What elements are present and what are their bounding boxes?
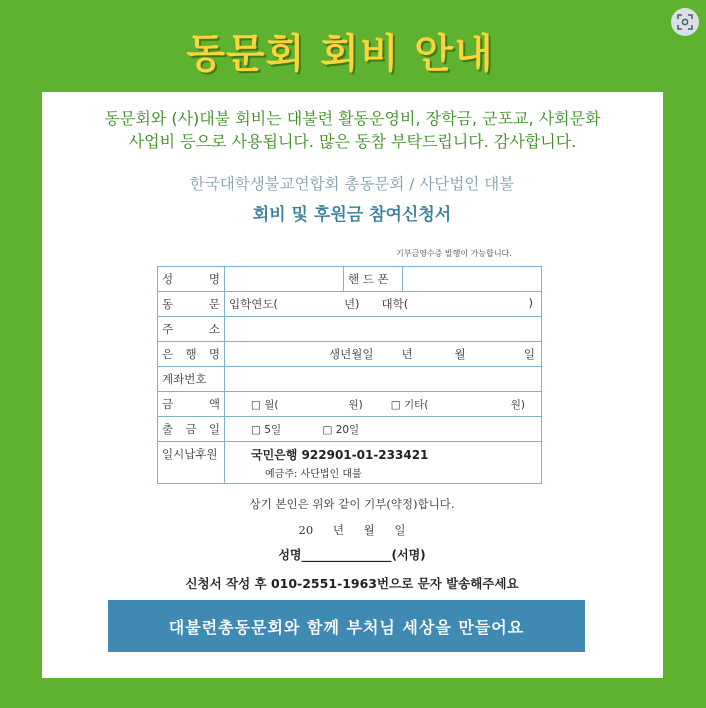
notice-text: 신청서 작성 후 010-2551-1963번으로 문자 발송해주세요 (185, 576, 519, 591)
birth-day: 일 (523, 347, 535, 361)
form-row-withdraw (158, 417, 542, 442)
receipt-note: 기부금영수증 발행이 가능합니다. (396, 249, 512, 258)
won-monthly: 원) (348, 398, 363, 411)
amount-field (225, 392, 542, 417)
birth-label: 생년월일 (329, 347, 374, 361)
form-row-bank (158, 342, 542, 367)
form-row-amount (158, 392, 542, 417)
intro-line-2: 사업비 등으로 사용됩니다. 많은 동참 부탁드립니다. 감사합니다. (128, 132, 577, 151)
bank-label: 은 행 명 (158, 342, 225, 367)
intro-text (42, 107, 663, 153)
bank-account: 국민은행 922901-01-233421 (251, 447, 429, 462)
org-line: 한국대학생불교연합회 총동문회 / 사단법인 대불 (189, 175, 515, 193)
name-field (225, 267, 344, 292)
phone-label: 핸 드 폰 (344, 267, 403, 292)
name-label: 성 명 (158, 267, 225, 292)
other-checkbox: □ 기타( (390, 398, 429, 411)
form-title: 회비 및 후원금 참여신청서 (252, 205, 452, 225)
withdraw-label: 출 금 일 (158, 417, 225, 442)
address-field (225, 317, 542, 342)
account-label: 계좌번호 (158, 367, 225, 392)
college: 대학( (381, 297, 409, 311)
form-row-address (158, 317, 542, 342)
application-form (157, 266, 542, 484)
bank-field (225, 342, 542, 367)
signature-line: 성명_______________(서명) (278, 548, 426, 562)
info-card (42, 92, 663, 678)
pledge-text: 상기 본인은 위와 같이 기부(약정)합니다. (249, 497, 455, 511)
college-close: ) (528, 296, 533, 310)
page-title: 동문회 회비 안내 (186, 31, 494, 77)
birth-month: 월 (454, 347, 466, 361)
depositor: 예금주: 사단법인 대불 (265, 468, 362, 480)
form-row-account (158, 367, 542, 392)
date-line: 20 년 월 일 (298, 523, 406, 537)
birth-year: 년 (401, 347, 413, 361)
day20-checkbox: □ 20일 (322, 423, 360, 436)
intro-line-1: 동문회와 (사)대불 회비는 대불련 활동운영비, 장학금, 군포교, 사회문화 (104, 109, 601, 128)
onetime-field (225, 442, 542, 484)
form-row-name (158, 267, 542, 292)
year-close: 년) (343, 297, 360, 311)
account-field (225, 367, 542, 392)
monthly-checkbox: □ 월( (251, 398, 279, 411)
form-row-alumni (158, 292, 542, 317)
alumni-field (225, 292, 542, 317)
amount-label: 금 액 (158, 392, 225, 417)
entry-year: 입학연도( (229, 297, 278, 311)
withdraw-field (225, 417, 542, 442)
address-label: 주 소 (158, 317, 225, 342)
form-row-onetime (158, 442, 542, 484)
won-other: 원) (510, 398, 525, 411)
alumni-label: 동 문 (158, 292, 225, 317)
slogan-banner: 대불련총동문회와 함께 부처님 세상을 만들어요 (108, 600, 585, 652)
onetime-label: 일시납후원 (158, 442, 225, 484)
day5-checkbox: □ 5일 (251, 423, 282, 436)
phone-field (403, 267, 542, 292)
